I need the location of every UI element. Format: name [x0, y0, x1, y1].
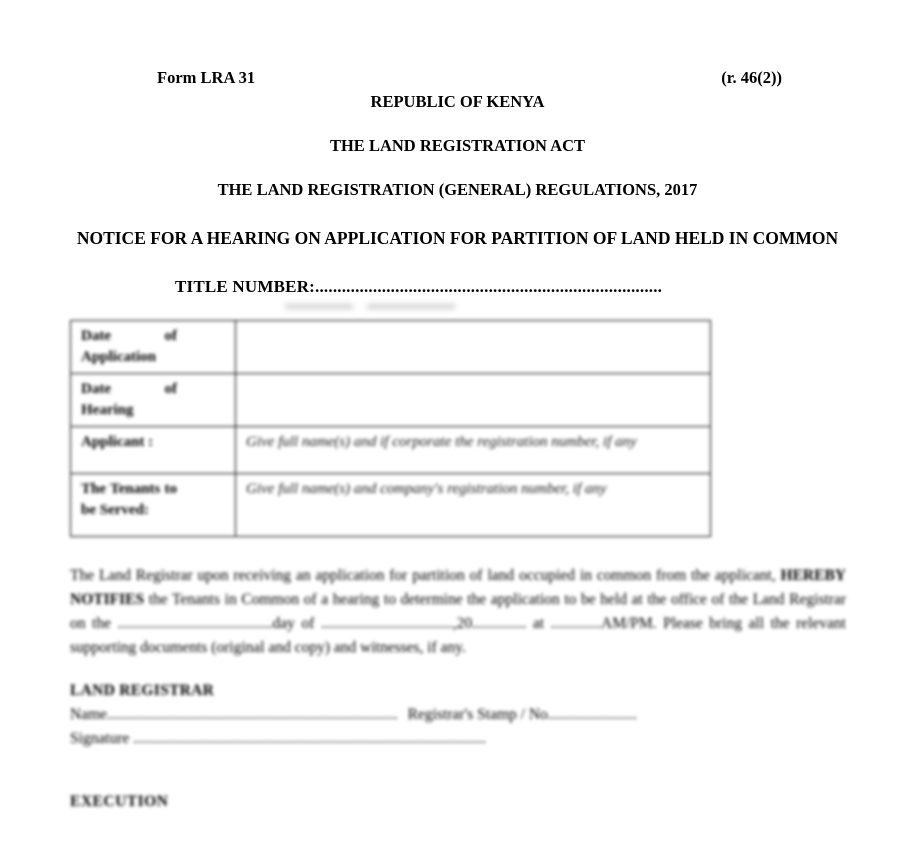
act-heading: THE LAND REGISTRATION ACT [329, 136, 586, 155]
date-of-hearing-field[interactable] [236, 374, 711, 427]
title-number-line: TITLE NUMBER:.............................................................................. [175, 277, 663, 296]
registrar-stamp-no-field[interactable]: Registrar's Stamp / No....................... [407, 706, 637, 723]
tenants-served-field[interactable]: Give full name(s) and company's registration number, if any [236, 474, 711, 537]
registrar-signature-field[interactable]: Signature ........................................................................................... [70, 730, 486, 747]
registrar-name-field[interactable]: Name........................................................................... [70, 706, 398, 723]
row-label-applicant: Applicant : [71, 427, 236, 474]
registrar-block [70, 679, 845, 751]
table-row [71, 474, 711, 537]
row-label-tenants-served: The Tenants to be Served: [71, 474, 236, 537]
notice-paragraph [70, 564, 846, 660]
regulations-heading: THE LAND REGISTRATION (GENERAL) REGULATIONS, 2017 [217, 180, 698, 199]
form-header-row [70, 68, 845, 88]
paragraph-rest-text: the Tenants in Common of a hearing to determine the application to be held at the office of the Land Registrar on the ........................................day of ..................................,20.............. at .............AM/PM. Please bring all the relevant supporting documents (original and copy) and witnesses, if any. [70, 591, 846, 656]
rule-reference: (r. 46(2)) [721, 68, 782, 87]
applicant-field[interactable]: Give full name(s) and if corporate the registration number, if any [236, 427, 711, 474]
republic-heading: REPUBLIC OF KENYA [370, 92, 545, 111]
paragraph-lead-text: The Land Registrar upon receiving an application for partition of land occupied in common from the applicant, [70, 567, 781, 584]
date-of-application-field[interactable] [236, 321, 711, 374]
row-label-date-of-hearing: Date of Hearing [71, 374, 236, 427]
application-details-table [70, 320, 711, 537]
notice-title: NOTICE FOR A HEARING ON APPLICATION FOR PARTITION OF LAND HELD IN COMMON [76, 228, 839, 248]
blurred-document-section [70, 320, 845, 811]
table-row [71, 427, 711, 474]
execution-heading: EXECUTION [70, 793, 169, 810]
table-row [71, 374, 711, 427]
blurred-text-artifact [285, 304, 845, 309]
signature-row [70, 727, 845, 751]
hereby-notifies-emphasis: HEREBY NOTIFIES [70, 567, 846, 608]
land-registrar-heading: LAND REGISTRAR [70, 682, 215, 699]
table-row [71, 321, 711, 374]
name-stamp-row [70, 703, 845, 727]
row-label-date-of-application: Date of Application [71, 321, 236, 374]
form-code: Form LRA 31 [157, 68, 256, 87]
